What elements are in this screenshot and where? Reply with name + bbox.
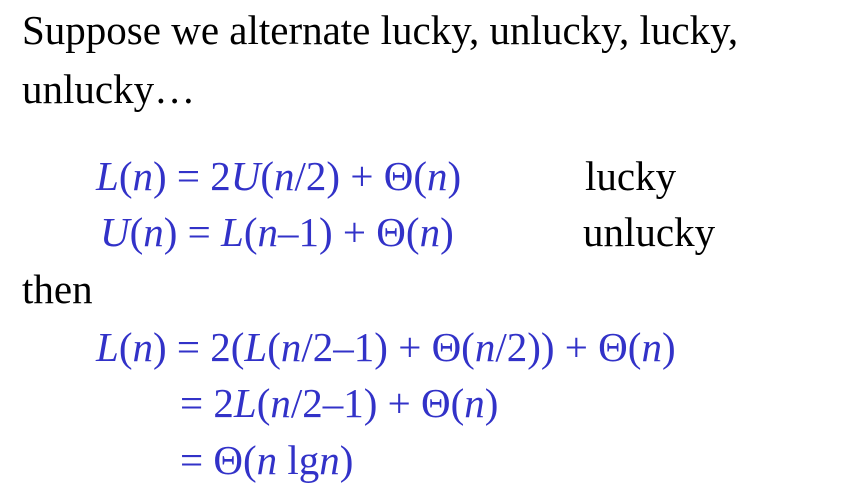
derivation-step-2: = 2L(n/2–1) + Θ(n): [180, 380, 499, 426]
derivation-step-3: = Θ(n lgn): [180, 437, 354, 483]
intro-line-2: unlucky…: [22, 66, 196, 112]
intro-line-1: Suppose we alternate lucky, unlucky, lucky,: [22, 7, 739, 53]
unlucky-label: unlucky: [583, 209, 716, 255]
then-label: then: [22, 266, 93, 312]
unlucky-recurrence-equation: U(n) = L(n–1) + Θ(n): [100, 209, 454, 255]
derivation-step-1: L(n) = 2(L(n/2–1) + Θ(n/2)) + Θ(n): [96, 324, 676, 370]
lucky-recurrence: [96, 153, 462, 199]
lucky-label: lucky: [585, 153, 677, 199]
unlucky-recurrence: [100, 209, 454, 255]
lucky-recurrence-equation: L(n) = 2U(n/2) + Θ(n): [96, 153, 462, 199]
